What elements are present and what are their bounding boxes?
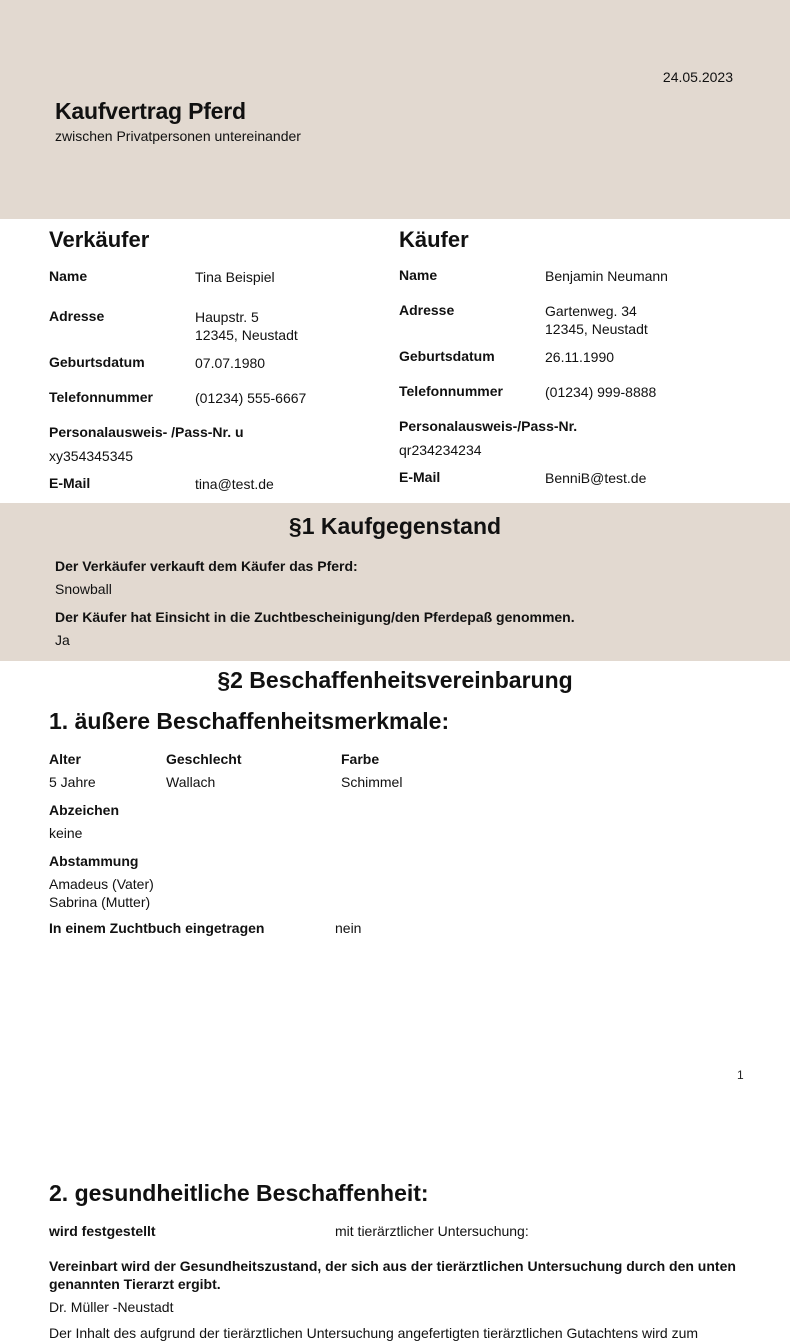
color-label: Farbe <box>341 751 380 767</box>
buyer-email-label: E-Mail <box>399 469 441 485</box>
seller-id-number: xy354345345 <box>49 448 134 464</box>
header-band <box>0 0 790 219</box>
seller-email: tina@test.de <box>195 476 274 492</box>
buyer-phone-label: Telefonnummer <box>399 383 503 399</box>
markings-value: keine <box>49 825 83 841</box>
buyer-address-label: Adresse <box>399 302 455 318</box>
seller-name: Tina Beispiel <box>195 269 275 285</box>
seller-id-label: Personalausweis- /Pass-Nr. u <box>49 424 244 440</box>
seller-phone: (01234) 555-6667 <box>195 390 307 406</box>
seller-address-label: Adresse <box>49 308 105 324</box>
document-date: 24.05.2023 <box>662 69 733 85</box>
health-agreement-text: Vereinbart wird der Gesundheitszustand, der sich aus der tierärztlichen Untersuchung durch den unten genannten Tierarzt ergibt. <box>49 1258 736 1292</box>
buyer-section <box>399 226 739 486</box>
document-title: Kaufvertrag Pferd <box>55 98 246 124</box>
seller-phone-label: Telefonnummer <box>49 389 153 405</box>
seller-name-label: Name <box>49 268 88 284</box>
inspection-value: Ja <box>55 632 70 648</box>
seller-email-label: E-Mail <box>49 475 91 491</box>
buyer-birthdate-label: Geburtsdatum <box>399 348 495 364</box>
buyer-birthdate: 26.11.1990 <box>545 349 615 365</box>
horse-label: Der Verkäufer verkauft dem Käufer das Pferd: <box>55 558 358 574</box>
health-heading: 2. gesundheitliche Beschaffenheit: <box>49 1180 429 1206</box>
section1-title: §1 Kaufgegenstand <box>288 513 502 539</box>
buyer-id-label: Personalausweis-/Pass-Nr. <box>399 418 578 434</box>
vet-report-text: Der Inhalt des aufgrund der tierärztlichen Untersuchung angefertigten tierärztlichen Gutachtens wird zum <box>49 1325 699 1341</box>
buyer-heading: Käufer <box>399 227 469 252</box>
seller-birthdate-label: Geburtsdatum <box>49 354 145 370</box>
color-value: Schimmel <box>341 774 403 790</box>
vet-name: Dr. Müller -Neustadt <box>49 1299 174 1315</box>
buyer-address-line2: 12345, Neustadt <box>545 321 648 337</box>
lineage-mother: Sabrina (Mutter) <box>49 894 151 910</box>
markings-label: Abzeichen <box>49 802 120 818</box>
lineage-label: Abstammung <box>49 853 139 869</box>
lineage-father: Amadeus (Vater) <box>49 876 154 892</box>
buyer-id-number: qr234234234 <box>399 442 482 458</box>
determined-value: mit tierärztlicher Untersuchung: <box>335 1223 529 1239</box>
age-label: Alter <box>49 751 81 767</box>
seller-section <box>49 226 389 492</box>
seller-address-line1: Haupstr. 5 <box>195 309 259 325</box>
studbook-label: In einem Zuchtbuch eingetragen <box>49 920 265 936</box>
sex-label: Geschlecht <box>166 751 242 767</box>
section1-band <box>0 503 790 661</box>
age-value: 5 Jahre <box>49 774 96 790</box>
page-number: 1 <box>737 1068 744 1082</box>
horse-name: Snowball <box>55 581 112 597</box>
external-features-heading: 1. äußere Beschaffenheitsmerkmale: <box>49 708 450 734</box>
seller-address-line2: 12345, Neustadt <box>195 327 298 343</box>
buyer-phone: (01234) 999-8888 <box>545 384 657 400</box>
section2-title: §2 Beschaffenheitsvereinbarung <box>217 667 573 693</box>
sex-value: Wallach <box>166 774 216 790</box>
buyer-address-line1: Gartenweg. 34 <box>545 303 637 319</box>
studbook-value: nein <box>335 920 362 936</box>
buyer-name-label: Name <box>399 267 438 283</box>
document-subtitle: zwischen Privatpersonen untereinander <box>55 128 301 144</box>
seller-heading: Verkäufer <box>49 227 150 252</box>
determined-label: wird festgestellt <box>49 1223 156 1239</box>
inspection-label: Der Käufer hat Einsicht in die Zuchtbescheinigung/den Pferdepaß genommen. <box>55 609 575 625</box>
buyer-name: Benjamin Neumann <box>545 268 668 284</box>
seller-birthdate: 07.07.1980 <box>195 355 266 371</box>
buyer-email: BenniB@test.de <box>545 470 647 486</box>
